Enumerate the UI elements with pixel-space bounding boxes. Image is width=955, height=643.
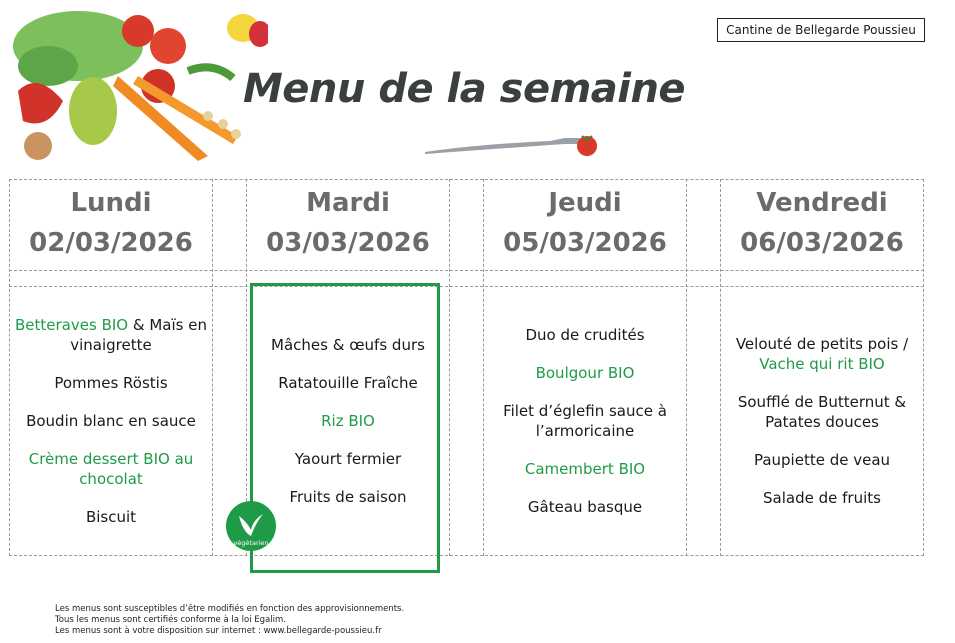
day-header-lundi — [11, 183, 211, 263]
day-name: Lundi — [70, 188, 152, 218]
menu-item — [86, 507, 136, 527]
menu-item-text: Velouté de petits pois / — [735, 335, 909, 353]
vegetarian-leaf-icon — [225, 500, 277, 552]
day-header-vendredi — [722, 183, 922, 263]
menu-item — [54, 373, 167, 393]
menu-item-text: Yaourt fermier — [294, 450, 402, 468]
footer-line: Les menus sont à votre disposition sur internet : www.bellegarde-poussieu.fr — [55, 626, 382, 636]
day-date: 02/03/2026 — [29, 228, 193, 258]
menu-column-jeudi — [486, 290, 684, 552]
menu-item — [723, 334, 921, 374]
vegetables-illustration — [8, 6, 268, 166]
menu-item — [763, 488, 881, 508]
menu-item — [486, 401, 684, 441]
menu-column-vendredi — [723, 290, 921, 552]
menu-item-text: Fruits de saison — [289, 488, 407, 506]
menu-item-text: Biscuit — [85, 508, 137, 526]
menu-item-text: Ratatouille Fraîche — [278, 374, 418, 392]
vegetarian-day-highlight — [250, 283, 440, 573]
menu-item — [26, 411, 196, 431]
footer-notes — [55, 604, 404, 637]
menu-item-text: Gâteau basque — [527, 498, 643, 516]
page-title: Menu de la semaine — [243, 66, 686, 112]
menu-item-bio-text: Riz BIO — [321, 412, 375, 430]
menu-item-text: Pommes Röstis — [54, 374, 168, 392]
menu-item — [528, 497, 642, 517]
day-name: Vendredi — [756, 188, 888, 218]
menu-item-bio-text: Boulgour BIO — [535, 364, 635, 382]
menu-item-text: Boudin blanc en sauce — [26, 412, 196, 430]
menu-item-text: Salade de fruits — [763, 489, 881, 507]
day-header-jeudi — [485, 183, 685, 263]
menu-item-text: & Maïs en vinaigrette — [70, 316, 207, 354]
menu-column-lundi — [12, 290, 210, 552]
menu-item-text: Soufflé de Butternut & Patates douces — [737, 393, 907, 431]
menu-item-text: Paupiette de veau — [753, 451, 891, 469]
fork-tomato-icon — [420, 124, 605, 164]
menu-item-bio-text: Vache qui rit BIO — [759, 355, 885, 373]
day-date: 05/03/2026 — [503, 228, 667, 258]
menu-item — [536, 363, 635, 383]
menu-item-text: Duo de crudités — [525, 326, 645, 344]
day-date: 03/03/2026 — [266, 228, 430, 258]
day-name: Jeudi — [548, 188, 622, 218]
menu-item-bio-text: Betteraves BIO — [15, 316, 129, 334]
day-date: 06/03/2026 — [740, 228, 904, 258]
menu-item — [12, 449, 210, 489]
menu-item-text: Mâches & œufs durs — [271, 336, 425, 354]
menu-item — [525, 459, 645, 479]
canteen-name: Cantine de Bellegarde Poussieu — [717, 18, 925, 42]
menu-item-bio-text: Crème dessert BIO au chocolat — [28, 450, 194, 488]
footer-line: Les menus sont susceptibles d’être modifiés en fonction des approvisionnements. — [55, 604, 405, 614]
menu-item — [754, 450, 890, 470]
day-header-mardi — [248, 183, 448, 263]
menu-item — [12, 315, 210, 355]
day-name: Mardi — [306, 188, 390, 218]
footer-line: Tous les menus sont certifiés conforme à la loi Egalim. — [55, 615, 286, 625]
menu-item — [723, 392, 921, 432]
menu-item-text: Filet d’églefin sauce à l’armoricaine — [503, 402, 667, 440]
menu-item — [525, 325, 644, 345]
menu-item-bio-text: Camembert BIO — [524, 460, 646, 478]
vegetarian-badge-label: végétarien — [233, 539, 269, 547]
